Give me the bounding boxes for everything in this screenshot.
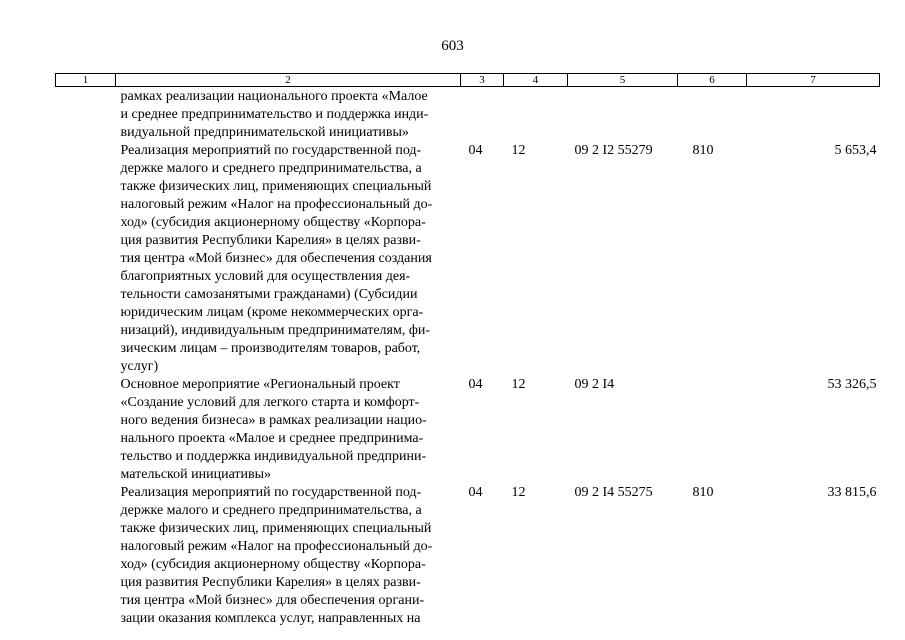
amount-cell: 33 815,6 xyxy=(827,485,877,500)
section-cell: 04 xyxy=(468,377,483,392)
row-number-cell xyxy=(56,87,116,143)
section-cell: 04 xyxy=(468,143,483,158)
row-number-cell xyxy=(56,484,116,628)
column-header-4: 4 xyxy=(504,74,568,87)
subsection-cell: 12 xyxy=(511,143,526,158)
target-article-cell: 09 2 I4 55275 xyxy=(574,485,653,500)
subsection-cell: 12 xyxy=(511,377,526,392)
target-article-cell: 09 2 I2 55279 xyxy=(574,143,653,158)
row-number-cell xyxy=(56,376,116,484)
description-cell: Основное мероприятие «Региональный проект «Создание условий для легкого старта и комфорт- ного ведения бизнеса» в рамках реализации нацио- нального проекта «Малое и среднее предпринима- тельство и поддержка индивидуальной предприни- мательской инициативы» xyxy=(120,377,427,482)
expense-type-cell xyxy=(678,87,747,143)
section-cell: 04 xyxy=(468,485,483,500)
description-cell: рамках реализации национального проекта «Малое и среднее предпринимательство и поддержка инди- видуальной предпринимательской инициативы» xyxy=(120,89,429,140)
column-header-2: 2 xyxy=(116,74,461,87)
subsection-cell: 12 xyxy=(511,485,526,500)
table-row xyxy=(56,484,880,628)
page-number: 603 xyxy=(441,38,464,54)
column-header-1: 1 xyxy=(56,74,116,87)
description-cell: Реализация мероприятий по государственной под- держке малого и среднего предпринимательства, а также физических лиц, применяющих специальный налоговый режим «Налог на профессиональный до- ход» (субсидия акционерному обществу «Корпора- ция развития Республики Карелия» в целях разви- тия центра «Мой бизнес» для обеспечения создания благоприятных условий для осуществления дея- тельности самозанятыми гражданами) (Субсидии юридическим лицам (кроме некоммерческих орга- низаций), индивидуальным предпринимателям, фи- зическим лицам – производителям товаров, работ, услуг) xyxy=(120,143,433,374)
column-header-7: 7 xyxy=(747,74,880,87)
amount-cell xyxy=(747,87,880,143)
table-row xyxy=(56,142,880,376)
column-header-5: 5 xyxy=(568,74,678,87)
expense-type-cell xyxy=(678,376,747,484)
header-row xyxy=(56,74,880,87)
row-number-cell xyxy=(56,142,116,376)
target-article-cell: 09 2 I4 xyxy=(574,377,615,392)
expense-type-cell: 810 xyxy=(692,485,714,500)
column-header-6: 6 xyxy=(678,74,747,87)
table-row xyxy=(56,376,880,484)
table-body xyxy=(56,87,880,629)
subsection-cell xyxy=(504,87,568,143)
expense-type-cell: 810 xyxy=(692,143,714,158)
column-header-3: 3 xyxy=(461,74,504,87)
table-row xyxy=(56,87,880,143)
amount-cell: 5 653,4 xyxy=(834,143,877,158)
target-article-cell xyxy=(568,87,678,143)
amount-cell: 53 326,5 xyxy=(827,377,877,392)
table-header xyxy=(56,74,880,87)
description-cell: Реализация мероприятий по государственной под- держке малого и среднего предпринимательства, а также физических лиц, применяющих специальный налоговый режим «Налог на профессиональный до- ход» (субсидия акционерному обществу «Корпора- ция развития Республики Карелия» в целях разви- тия центра «Мой бизнес» для обеспечения органи- зации оказания комплекса услуг, направленных на xyxy=(120,485,433,626)
section-cell xyxy=(461,87,504,143)
budget-table xyxy=(55,73,880,628)
